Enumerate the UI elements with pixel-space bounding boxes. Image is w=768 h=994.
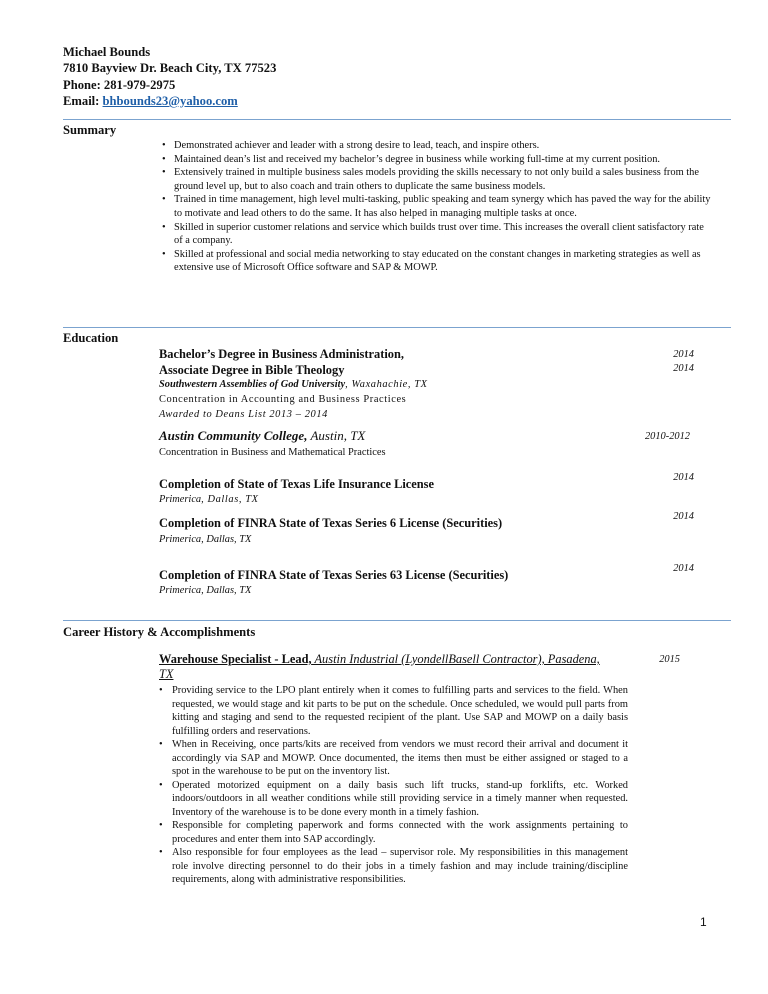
job-year: 2015 (659, 654, 680, 665)
list-item: • Also responsible for four employees as the lead – supervisor role. My responsibilities in this management role involve directing personnel to do their jobs in a timely fashion and may include training/discipline requirements, along with administrative responsibilities. (158, 846, 628, 887)
contact-header (63, 44, 276, 109)
cert-life-insurance: Completion of State of Texas Life Insurance License (159, 477, 434, 491)
cert-org-loc: , Dallas, TX (201, 494, 259, 505)
name: Michael Bounds (63, 45, 151, 59)
section-title-education: Education (63, 331, 119, 345)
divider (63, 119, 731, 120)
list-item: • Providing service to the LPO plant entirely when it comes to fulfilling parts and services to the field. When requested, we would stage and kit parts to be put on the schedule. Once scheduled, we would pull parts from kitting and staging and send to the requested recipient of the plant. Use SAP and MOWP on a daily basis fulfilling orders and reservations. (158, 684, 628, 738)
phone: Phone: 281-979-2975 (63, 77, 176, 92)
school-name: Southwestern Assemblies of God University (159, 379, 346, 390)
job-title: Warehouse Specialist - Lead, (159, 652, 312, 666)
school-location: , Waxahachie, TX (345, 379, 428, 390)
job-company: Austin Industrial (LyondellBasell Contractor), Pasadena, (311, 652, 600, 666)
list-item: • Skilled at professional and social media networking to stay educated on the constant changes in marketing strategies as well as extensive use of Microsoft Office software and SAP & MOWP. (158, 248, 713, 275)
list-item: • Operated motorized equipment on a daily basis such lift trucks, stand-up forklifts, etc. Worked indoors/outdoors in all weather conditions while still providing service in a timely manner when requested. Inventory of the warehouse is to be done every month in a timely fashion. (158, 779, 628, 820)
degree-associate: Associate Degree in Bible Theology (159, 363, 345, 377)
cert-life-year: 2014 (673, 472, 694, 483)
cert-org (159, 494, 259, 505)
degree-bachelor-year: 2014 (673, 349, 694, 360)
degree-bachelor: Bachelor’s Degree in Business Administration, (159, 347, 404, 361)
page-number: 1 (700, 915, 707, 929)
cert-org: Primerica, Dallas, TX (159, 534, 252, 545)
divider (63, 327, 731, 328)
email-line (63, 93, 276, 109)
section-title-career: Career History & Accomplishments (63, 625, 256, 639)
concentration: Concentration in Accounting and Business Practices (159, 394, 407, 405)
list-item: • Demonstrated achiever and leader with a strong desire to lead, teach, and inspire others. (158, 139, 713, 153)
job-heading (159, 652, 619, 682)
cert-org: Primerica, Dallas, TX (159, 585, 252, 596)
summary-list (158, 139, 713, 275)
divider (63, 620, 731, 621)
school-swagu (159, 379, 428, 390)
list-item: • Skilled in superior customer relations and service which builds trust over time. This increases the overall client satisfactory rate of a company. (158, 221, 713, 248)
cert-series6-year: 2014 (673, 511, 694, 522)
email-link[interactable]: bhbounds23@yahoo.com (102, 93, 238, 108)
list-item: • Extensively trained in multiple business sales models providing the skills necessary to not only build a sales business from the ground level up, but to also coach and train others to duplicate the same business models. (158, 166, 713, 193)
list-item: • Responsible for completing paperwork and forms connected with the work assignments pertaining to procedures and enter them into SAP accordingly. (158, 819, 628, 846)
school-acc (159, 428, 365, 444)
list-item: • When in Receiving, once parts/kits are received from vendors we must record their arrival and document it accordingly via SAP and MOWP. Once documented, the items then must be either assigned or staged to a spot in the warehouse to be put on the inventory list. (158, 738, 628, 779)
cert-series63-year: 2014 (673, 563, 694, 574)
section-title-summary: Summary (63, 123, 117, 137)
address: 7810 Bayview Dr. Beach City, TX 77523 (63, 61, 277, 76)
cert-org-name: Primerica (159, 494, 202, 505)
list-item: • Trained in time management, high level multi-tasking, public speaking and team synergy which has paved the way for the ability to motivate and lead others to do the same. It has also helped in managing multiple tasks at once. (158, 193, 713, 220)
school-location: Austin, TX (307, 428, 366, 443)
list-item: • Maintained dean’s list and received my bachelor’s degree in business while working full-time at my current position. (158, 153, 713, 167)
cert-series63: Completion of FINRA State of Texas Series 63 License (Securities) (159, 568, 509, 582)
school-acc-years: 2010-2012 (644, 431, 690, 442)
job-duties-list (158, 684, 628, 887)
job-company-cont: TX (159, 667, 174, 681)
email-label: Email: (63, 93, 103, 108)
degree-associate-year: 2014 (673, 363, 694, 374)
award: Awarded to Deans List 2013 – 2014 (159, 409, 328, 420)
concentration: Concentration in Business and Mathematical Practices (159, 447, 386, 458)
school-name: Austin Community College, (159, 428, 308, 443)
cert-series6: Completion of FINRA State of Texas Series 6 License (Securities) (159, 516, 503, 530)
